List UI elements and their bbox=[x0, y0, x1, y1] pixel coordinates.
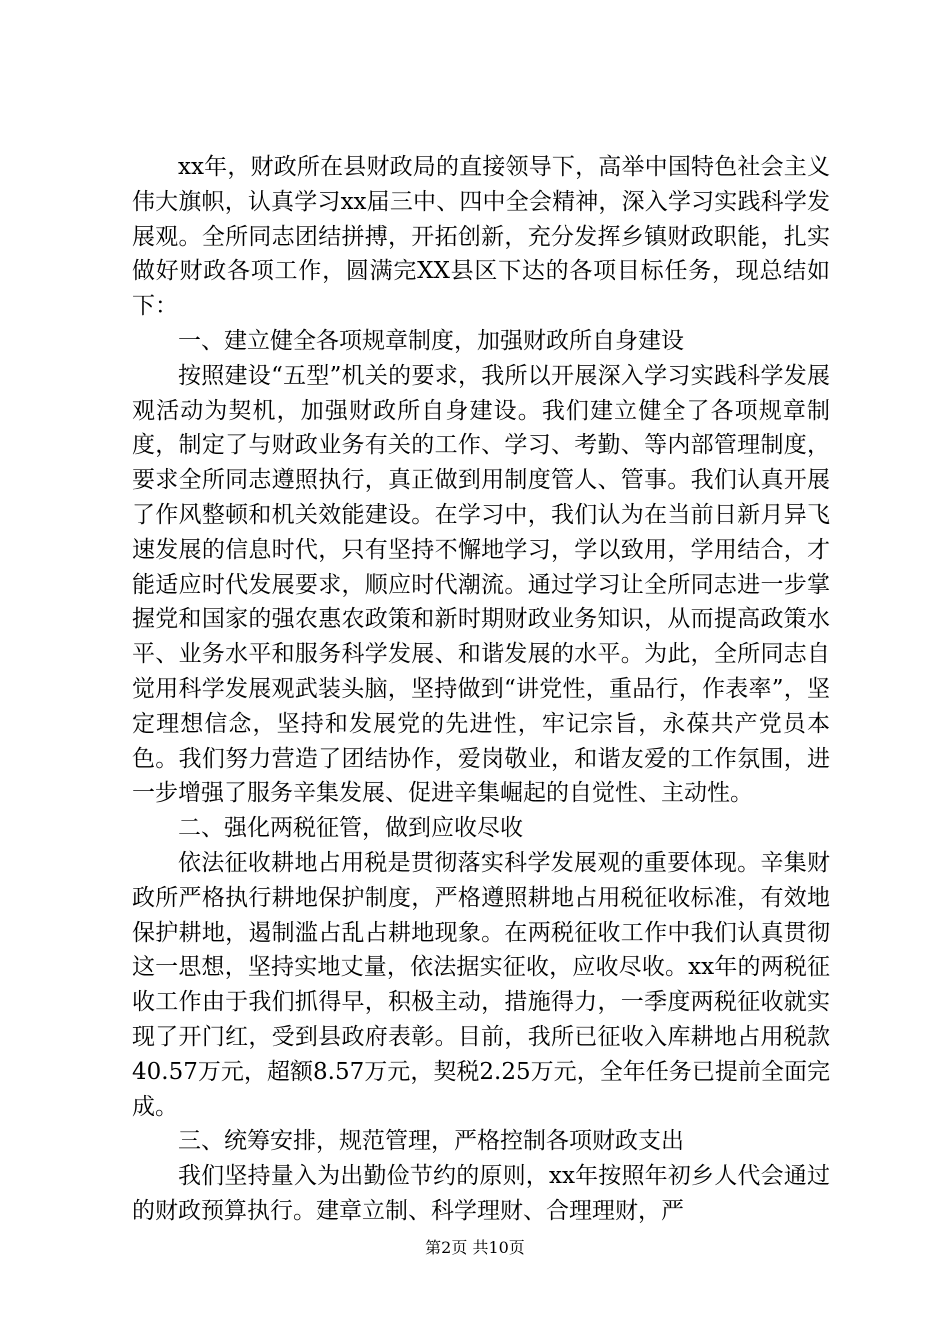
intro-paragraph: xx年，财政所在县财政局的直接领导下，高举中国特色社会主义伟大旗帜，认真学习xx届三中、四中全会精神，深入学习实践科学发展观。全所同志团结拼搏，开拓创新，充分发挥乡镇财政职能，扎实做好财政各项工作，圆满完XX县区下达的各项目标任务，现总结如下： bbox=[132, 154, 830, 320]
section-3-heading: 三、统筹安排，规范管理，严格控制各项财政支出 bbox=[178, 1128, 684, 1155]
section-1-paragraph: 按照建设“五型”机关的要求，我所以开展深入学习实践科学发展观活动为契机，加强财政所自身建设。我们建立健全了各项规章制度，制定了与财政业务有关的工作、学习、考勤、等内部管理制度，要求全所同志遵照执行，真正做到用制度管人、管事。我们认真开展了作风整顿和机关效能建设。在学习中，我们认为在当前日新月异飞速发展的信息时代，只有坚持不懈地学习，学以致用，学用结合，才能适应时代发展要求，顺应时代潮流。通过学习让全所同志进一步掌握党和国家的强农惠农政策和新时期财政业务知识，从而提高政策水平、业务水平和服务科学发展、和谐发展的水平。为此，全所同志自觉用科学发展观武装头脑，坚持做到“讲党性，重品行，作表率”，坚定理想信念，坚持和发展党的先进性，牢记宗旨，永葆共产党员本色。我们努力营造了团结协作，爱岗敬业，和谐友爱的工作氛围，进一步增强了服务辛集发展、促进辛集崛起的自觉性、主动性。 bbox=[132, 362, 830, 807]
section-1-heading: 一、建立健全各项规章制度，加强财政所自身建设 bbox=[178, 327, 684, 354]
section-2-paragraph: 依法征收耕地占用税是贯彻落实科学发展观的重要体现。辛集财政所严格执行耕地保护制度，严格遵照耕地占用税征收标准，有效地保护耕地，遏制滥占乱占耕地现象。在两税征收工作中我们认真贯彻这一思想，坚持实地丈量，依法据实征收，应收尽收。xx年的两税征收工作由于我们抓得早，积极主动，措施得力，一季度两税征收就实现了开门红，受到县政府表彰。目前，我所已征收入库耕地占用税款40.57万元，超额8.57万元，契税2.25万元，全年任务已提前全面完成。 bbox=[132, 849, 830, 1120]
section-3-paragraph: 我们坚持量入为出勤俭节约的原则，xx年按照年初乡人代会通过的财政预算执行。建章立制、科学理财、合理理财，严 bbox=[132, 1163, 830, 1224]
section-2-heading: 二、强化两税征管，做到应收尽收 bbox=[178, 815, 523, 842]
page-number-footer: 第2页 共10页 bbox=[425, 1238, 525, 1257]
document-body bbox=[132, 150, 830, 1229]
